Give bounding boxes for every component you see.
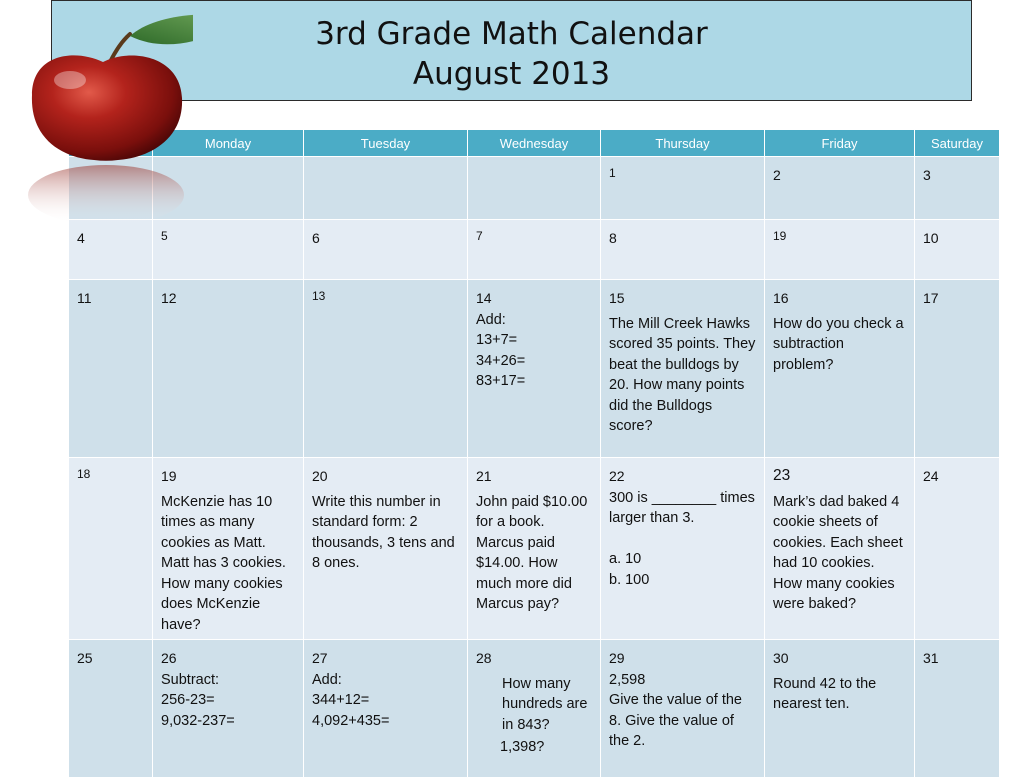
day-cell [601, 280, 765, 458]
problem-text: John paid $10.00 for a book. Marcus paid $14.00. How much more did Marcus pay? [476, 493, 588, 612]
day-number: 22 [609, 468, 625, 484]
week-row-1 [69, 157, 1000, 220]
day-number: 19 [161, 468, 177, 484]
day-number: 29 [609, 650, 625, 666]
problem-text: Write this number in standard form: 2 thousands, 3 tens and 8 ones. [312, 493, 455, 571]
day-number: 7 [476, 229, 483, 243]
problem-text: Round 42 to the nearest ten. [773, 675, 877, 712]
day-number: 28 [476, 650, 492, 666]
header-monday: Monday [153, 130, 304, 157]
day-cell [468, 280, 601, 458]
day-number: 18 [77, 467, 91, 481]
day-number: 5 [161, 229, 168, 243]
problem-text: 2,598 Give the value of the 8. Give the value of the 2. [609, 671, 742, 749]
page-subtitle: August 2013 [412, 56, 611, 92]
day-cell [69, 458, 153, 640]
header-saturday: Saturday [915, 130, 1000, 157]
day-cell [69, 220, 153, 280]
header-friday: Friday [765, 130, 915, 157]
day-cell [69, 640, 153, 778]
day-cell [468, 157, 601, 220]
day-number: 3 [923, 167, 931, 183]
day-number: 15 [609, 290, 625, 306]
day-number: 31 [923, 650, 939, 666]
day-cell [915, 220, 1000, 280]
day-number: 8 [609, 230, 617, 246]
problem-text: Add: 13+7= 34+26= 83+17= [476, 311, 526, 389]
problem-text: Add: 344+12= 4,092+435= [312, 671, 390, 729]
calendar-header-row [69, 130, 1000, 157]
day-cell [304, 157, 468, 220]
day-cell [915, 280, 1000, 458]
day-number: 1 [609, 166, 616, 180]
day-cell [69, 280, 153, 458]
day-cell [304, 458, 468, 640]
day-cell [304, 640, 468, 778]
day-number: 6 [312, 230, 320, 246]
day-number: 14 [476, 290, 492, 306]
header-wednesday: Wednesday [468, 130, 601, 157]
day-number: 2 [773, 167, 781, 183]
day-cell [304, 280, 468, 458]
day-number: 19 [773, 229, 787, 243]
header-tuesday: Tuesday [304, 130, 468, 157]
problem-text: 300 is ________ times larger than 3. a. 10 b. 100 [609, 489, 755, 588]
week-row-4 [69, 458, 1000, 640]
day-cell [468, 640, 601, 778]
day-number: 30 [773, 650, 789, 666]
day-number: 11 [77, 290, 92, 306]
calendar-table [68, 129, 1000, 778]
week-row-3 [69, 280, 1000, 458]
day-number: 16 [773, 290, 789, 306]
day-cell [153, 280, 304, 458]
day-number: 4 [77, 230, 85, 246]
problem-text-extra: 1,398? [500, 739, 545, 755]
problem-text: Mark’s dad baked 4 cookie sheets of cookies. Each sheet had 10 cookies. How many cookies were baked? [773, 493, 903, 612]
day-cell [601, 640, 765, 778]
day-cell [765, 157, 915, 220]
page-title: 3rd Grade Math Calendar [315, 16, 708, 52]
day-number: 26 [161, 650, 177, 666]
day-cell [601, 220, 765, 280]
problem-text: How many hundreds are in 843? [502, 675, 588, 733]
day-cell [153, 640, 304, 778]
week-row-5 [69, 640, 1000, 778]
day-number: 20 [312, 468, 328, 484]
day-number: 25 [77, 650, 93, 666]
day-cell [601, 458, 765, 640]
day-number: 13 [312, 289, 326, 303]
day-cell [153, 220, 304, 280]
day-cell [468, 220, 601, 280]
day-cell [915, 458, 1000, 640]
day-number: 23 [773, 467, 791, 484]
day-number: 27 [312, 650, 328, 666]
problem-text: How do you check a subtraction problem? [773, 315, 904, 373]
apple-icon [18, 10, 193, 225]
day-cell [765, 640, 915, 778]
day-number: 12 [161, 290, 177, 306]
day-number: 17 [923, 290, 939, 306]
day-cell [304, 220, 468, 280]
problem-text: Subtract: 256-23= 9,032-237= [161, 671, 235, 729]
day-number: 10 [923, 230, 939, 246]
day-cell [915, 640, 1000, 778]
day-cell [468, 458, 601, 640]
week-row-2 [69, 220, 1000, 280]
day-cell [765, 220, 915, 280]
day-number: 21 [476, 468, 492, 484]
problem-text: McKenzie has 10 times as many cookies as Matt. Matt has 3 cookies. How many cookies does McKenzie have? [161, 493, 286, 633]
day-cell [915, 157, 1000, 220]
day-cell [601, 157, 765, 220]
problem-text: The Mill Creek Hawks scored 35 points. They beat the bulldogs by 20. How many points did the Bulldogs score? [609, 315, 756, 434]
day-number: 24 [923, 468, 939, 484]
day-cell [153, 458, 304, 640]
header-thursday: Thursday [601, 130, 765, 157]
day-cell [765, 458, 915, 640]
day-cell [765, 280, 915, 458]
